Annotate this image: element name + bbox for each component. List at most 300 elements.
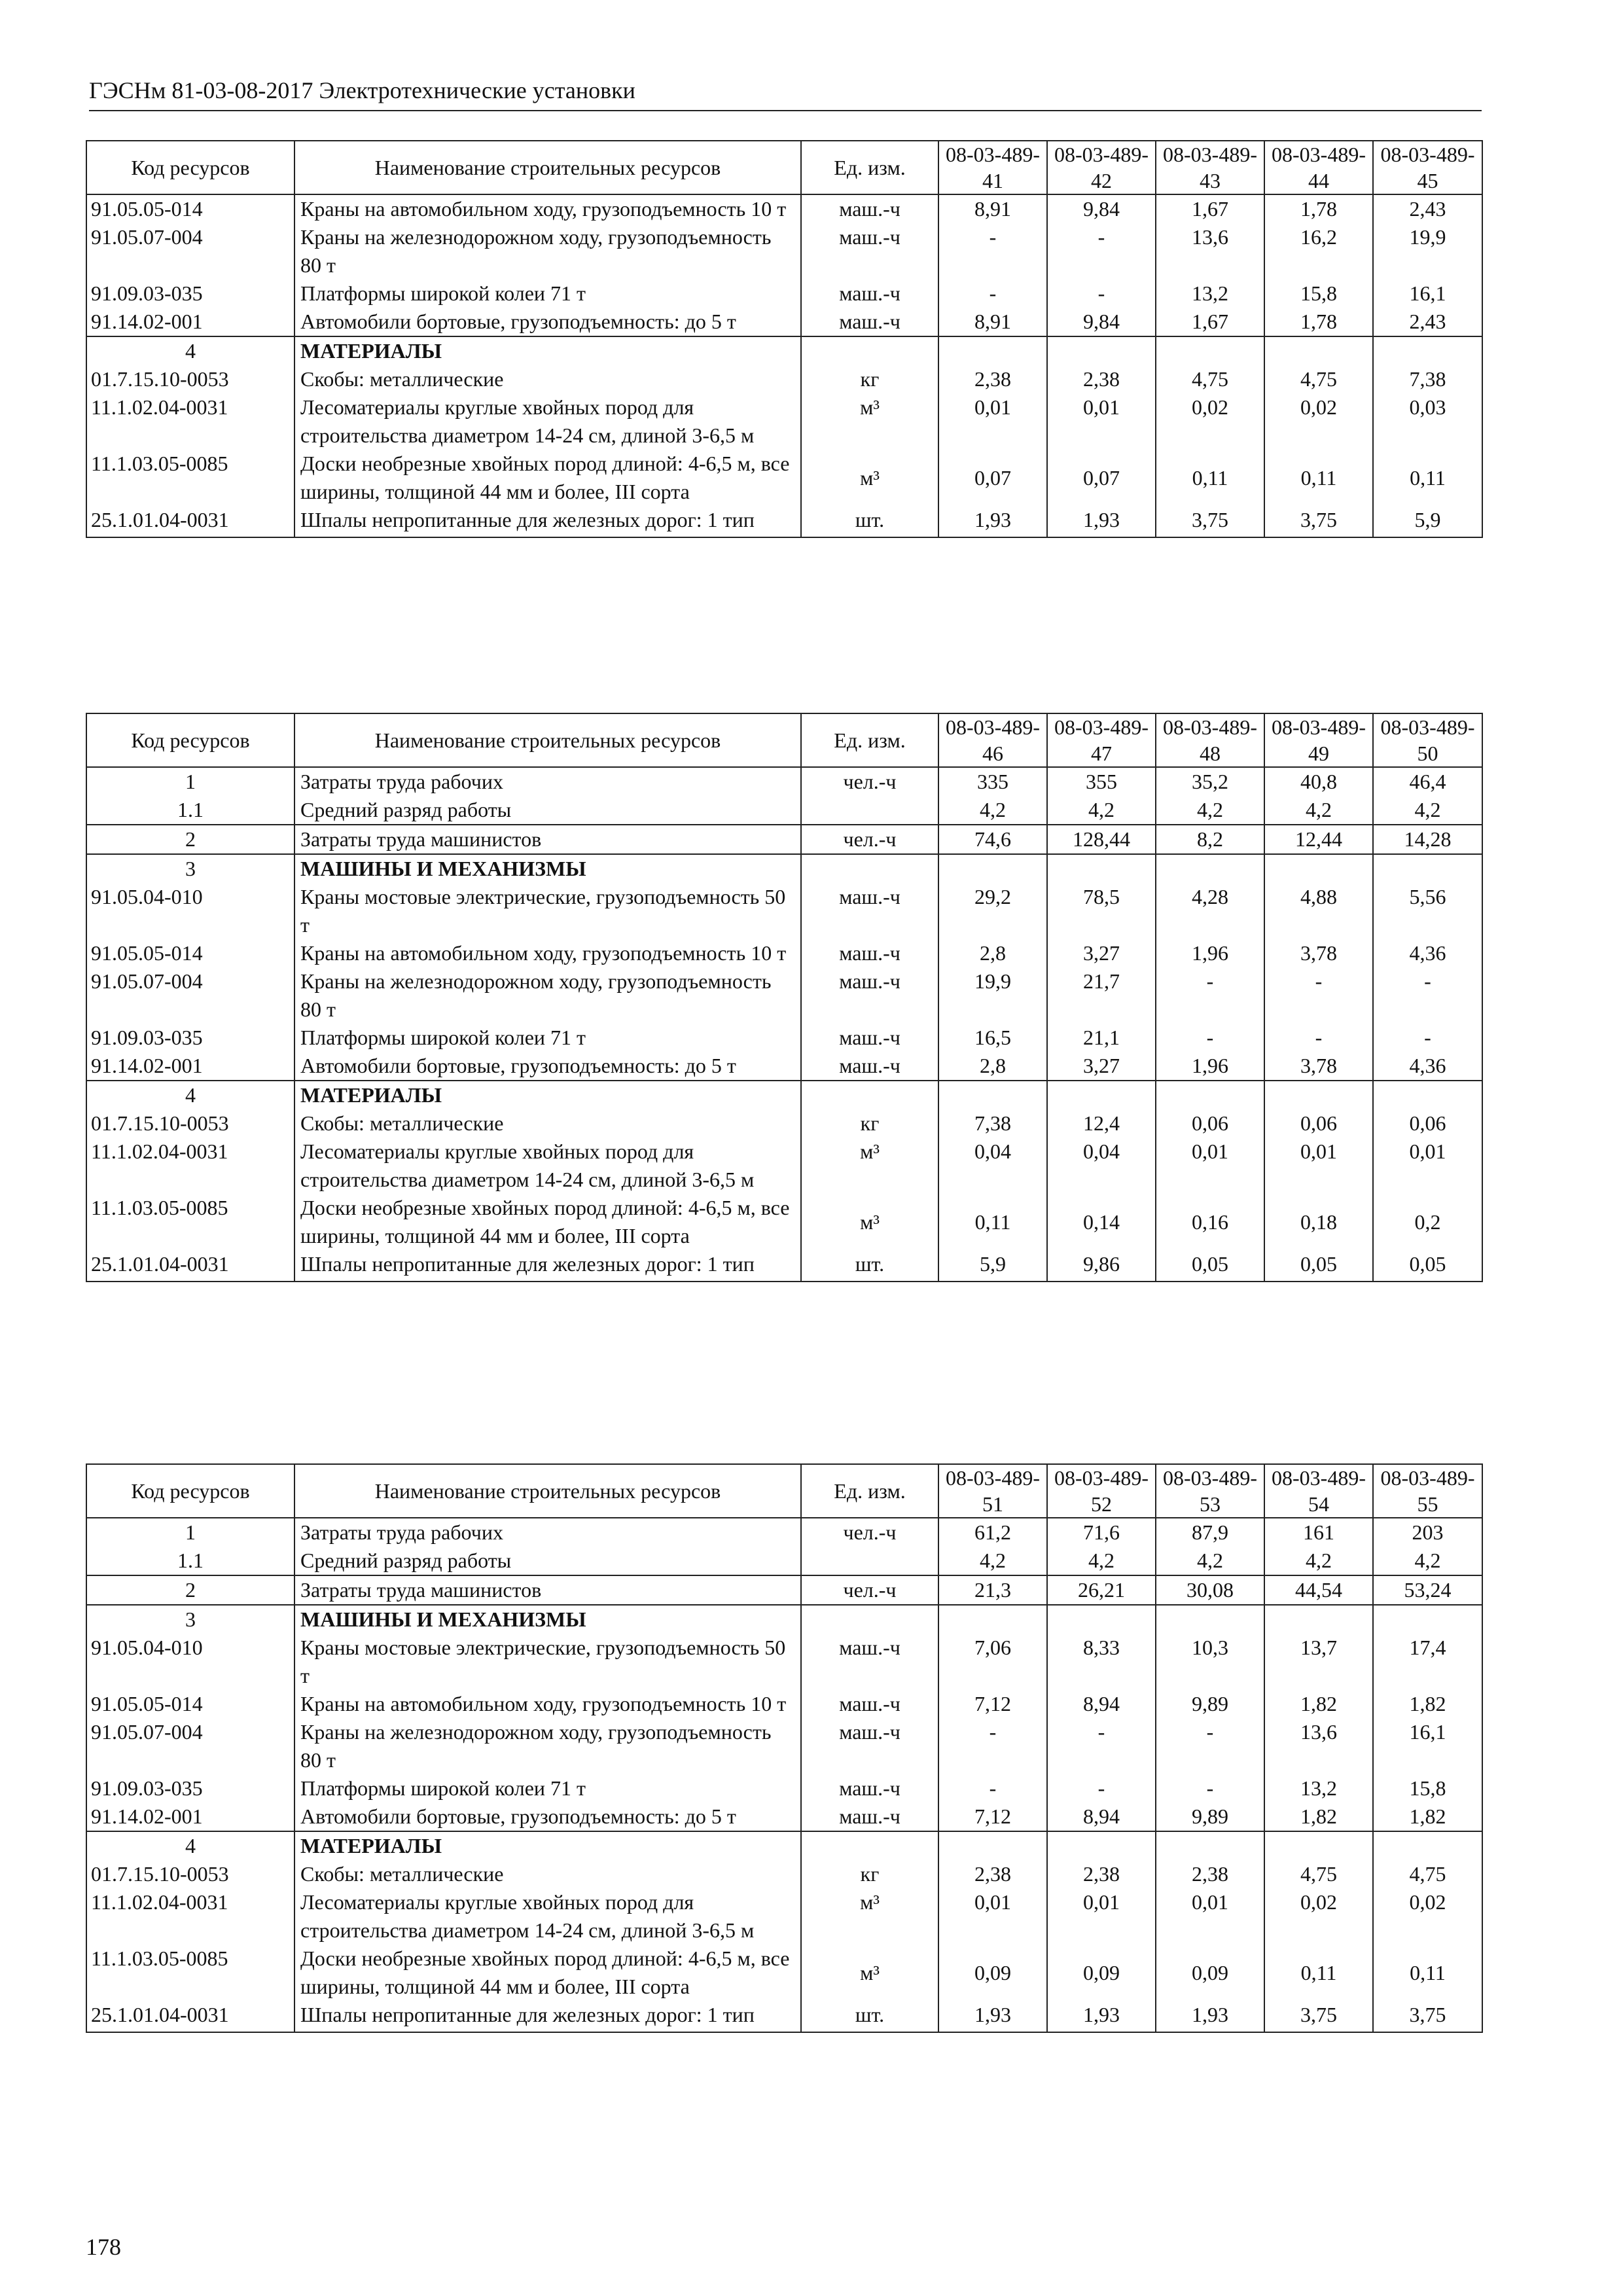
value-cell: 0,01 (1047, 1888, 1156, 1945)
value-cell: 2,38 (938, 365, 1047, 393)
resource-name: Платформы широкой колеи 71 т (294, 1774, 801, 1803)
value-cell: - (938, 279, 1047, 308)
table-row (86, 767, 1482, 796)
value-cell: 13,2 (1264, 1774, 1373, 1803)
value-cell: - (1156, 967, 1264, 1024)
table-row (86, 279, 1482, 308)
value-cell: 1,96 (1156, 1052, 1264, 1081)
resource-code: 91.09.03-035 (86, 1024, 294, 1052)
unit-cell: маш.-ч (801, 194, 938, 223)
value-cell (1373, 336, 1482, 365)
value-cell (1264, 1081, 1373, 1109)
value-cell: 4,2 (1156, 796, 1264, 825)
value-cell: 1,78 (1264, 194, 1373, 223)
table-row (86, 194, 1482, 223)
value-cell: 3,78 (1264, 939, 1373, 967)
value-cell: 30,08 (1156, 1575, 1264, 1605)
resource-name: Автомобили бортовые, грузоподъемность: до 5 т (294, 1052, 801, 1081)
table-row (86, 506, 1482, 537)
value-cell: 13,7 (1264, 1634, 1373, 1690)
value-cell: 13,6 (1264, 1718, 1373, 1774)
value-cell: 0,11 (1264, 450, 1373, 506)
value-cell: 161 (1264, 1518, 1373, 1547)
unit-cell: шт. (801, 506, 938, 537)
value-cell: 71,6 (1047, 1518, 1156, 1547)
table-row (86, 939, 1482, 967)
value-cell: 0,09 (1156, 1945, 1264, 2001)
table-row (86, 1024, 1482, 1052)
unit-cell: чел.-ч (801, 1518, 938, 1547)
value-cell: 0,07 (1047, 450, 1156, 506)
value-cell: 4,75 (1264, 365, 1373, 393)
value-cell (1047, 1831, 1156, 1860)
resource-name: Лесоматериалы круглые хвойных пород для строительства диаметром 14-24 см, длиной 3-6,5 м (294, 1138, 801, 1194)
value-cell (1156, 1081, 1264, 1109)
value-cell (1047, 854, 1156, 883)
value-cell: 2,38 (1047, 365, 1156, 393)
header-norm-code: 08-03-489-52 (1047, 1464, 1156, 1518)
unit-cell: м³ (801, 1945, 938, 2001)
table-row (86, 365, 1482, 393)
table-row (86, 1250, 1482, 1282)
resource-name: Шпалы непропитанные для железных дорог: 1 тип (294, 1250, 801, 1282)
value-cell: 4,2 (1373, 1547, 1482, 1575)
unit-cell: чел.-ч (801, 767, 938, 796)
value-cell: 0,06 (1264, 1109, 1373, 1138)
resource-name: МАТЕРИАЛЫ (294, 336, 801, 365)
value-cell: - (1156, 1024, 1264, 1052)
resource-code: 25.1.01.04-0031 (86, 2001, 294, 2032)
resource-code: 91.05.05-014 (86, 939, 294, 967)
value-cell: 7,38 (1373, 365, 1482, 393)
value-cell: 0,04 (1047, 1138, 1156, 1194)
resource-name: Доски необрезные хвойных пород длиной: 4-6,5 м, все ширины, толщиной 44 мм и более, III сорта (294, 1945, 801, 2001)
value-cell: 2,38 (938, 1860, 1047, 1888)
unit-cell: маш.-ч (801, 308, 938, 336)
table-row (86, 1052, 1482, 1081)
value-cell: 0,11 (1156, 450, 1264, 506)
value-cell: 1,93 (938, 506, 1047, 537)
value-cell: 1,82 (1264, 1803, 1373, 1831)
resource-name: Затраты труда рабочих (294, 1518, 801, 1547)
value-cell: 2,38 (1047, 1860, 1156, 1888)
value-cell: 1,82 (1373, 1803, 1482, 1831)
value-cell: 9,86 (1047, 1250, 1156, 1282)
table-row (86, 1518, 1482, 1547)
resource-table-2 (86, 713, 1483, 1282)
value-cell (938, 1605, 1047, 1634)
header-unit: Ед. изм. (801, 1464, 938, 1518)
value-cell: 0,2 (1373, 1194, 1482, 1250)
value-cell: 7,12 (938, 1690, 1047, 1718)
value-cell: 74,6 (938, 825, 1047, 854)
value-cell: 8,94 (1047, 1690, 1156, 1718)
value-cell: 0,01 (1156, 1888, 1264, 1945)
header-code: Код ресурсов (86, 713, 294, 767)
value-cell (938, 854, 1047, 883)
table-row (86, 1803, 1482, 1831)
resource-name: МАТЕРИАЛЫ (294, 1081, 801, 1109)
unit-cell: маш.-ч (801, 1774, 938, 1803)
value-cell: 1,67 (1156, 308, 1264, 336)
unit-cell (801, 1081, 938, 1109)
unit-cell: кг (801, 365, 938, 393)
value-cell: 15,8 (1264, 279, 1373, 308)
unit-cell (801, 854, 938, 883)
value-cell: 8,94 (1047, 1803, 1156, 1831)
resource-code: 91.14.02-001 (86, 1803, 294, 1831)
resource-name: Затраты труда рабочих (294, 767, 801, 796)
value-cell: 4,2 (1156, 1547, 1264, 1575)
resource-name: Затраты труда машинистов (294, 1575, 801, 1605)
resource-code: 11.1.02.04-0031 (86, 1888, 294, 1945)
header-norm-code: 08-03-489-45 (1373, 141, 1482, 194)
value-cell: 355 (1047, 767, 1156, 796)
value-cell: 4,2 (1264, 1547, 1373, 1575)
value-cell (1047, 1605, 1156, 1634)
value-cell: 17,4 (1373, 1634, 1482, 1690)
value-cell: - (1047, 279, 1156, 308)
value-cell: 1,96 (1156, 939, 1264, 967)
value-cell: 0,01 (1047, 393, 1156, 450)
value-cell (1373, 1831, 1482, 1860)
value-cell: - (1373, 1024, 1482, 1052)
value-cell: 9,89 (1156, 1690, 1264, 1718)
table-row (86, 393, 1482, 450)
value-cell: 12,44 (1264, 825, 1373, 854)
value-cell: 0,11 (938, 1194, 1047, 1250)
value-cell: - (1156, 1718, 1264, 1774)
header-norm-code: 08-03-489-50 (1373, 713, 1482, 767)
header-code: Код ресурсов (86, 1464, 294, 1518)
value-cell: 7,38 (938, 1109, 1047, 1138)
resource-code: 11.1.02.04-0031 (86, 1138, 294, 1194)
resource-code: 11.1.03.05-0085 (86, 1945, 294, 2001)
resource-name: Краны на автомобильном ходу, грузоподъемность 10 т (294, 939, 801, 967)
table-row (86, 1888, 1482, 1945)
table-header-row (86, 713, 1482, 767)
resource-code: 91.14.02-001 (86, 1052, 294, 1081)
value-cell (1156, 854, 1264, 883)
value-cell: 16,1 (1373, 279, 1482, 308)
resource-name: Скобы: металлические (294, 365, 801, 393)
value-cell (938, 1081, 1047, 1109)
unit-cell: маш.-ч (801, 279, 938, 308)
value-cell: 13,6 (1156, 223, 1264, 279)
resource-code: 01.7.15.10-0053 (86, 365, 294, 393)
value-cell: 3,78 (1264, 1052, 1373, 1081)
value-cell: 4,75 (1373, 1860, 1482, 1888)
resource-code: 4 (86, 1831, 294, 1860)
value-cell: 13,2 (1156, 279, 1264, 308)
unit-cell: м³ (801, 1194, 938, 1250)
unit-cell: маш.-ч (801, 1718, 938, 1774)
value-cell: 4,75 (1156, 365, 1264, 393)
value-cell: 5,9 (938, 1250, 1047, 1282)
value-cell: 0,09 (938, 1945, 1047, 2001)
value-cell: 19,9 (938, 967, 1047, 1024)
resource-table-3 (86, 1463, 1483, 2033)
unit-cell: маш.-ч (801, 1024, 938, 1052)
table-row (86, 1718, 1482, 1774)
value-cell: 0,09 (1047, 1945, 1156, 2001)
unit-cell: чел.-ч (801, 1575, 938, 1605)
table-row (86, 450, 1482, 506)
value-cell: 0,01 (1156, 1138, 1264, 1194)
resource-name: Лесоматериалы круглые хвойных пород для строительства диаметром 14-24 см, длиной 3-6,5 м (294, 1888, 801, 1945)
value-cell: 4,2 (1047, 796, 1156, 825)
value-cell: - (938, 1774, 1047, 1803)
page-header (89, 73, 1482, 111)
resource-name: Платформы широкой колеи 71 т (294, 279, 801, 308)
resource-code: 91.05.07-004 (86, 967, 294, 1024)
resource-code: 4 (86, 1081, 294, 1109)
header-norm-code: 08-03-489-47 (1047, 713, 1156, 767)
value-cell: 0,16 (1156, 1194, 1264, 1250)
value-cell: 61,2 (938, 1518, 1047, 1547)
value-cell: 4,2 (1373, 796, 1482, 825)
value-cell: 2,8 (938, 1052, 1047, 1081)
table-row (86, 854, 1482, 883)
value-cell: 26,21 (1047, 1575, 1156, 1605)
header-name: Наименование строительных ресурсов (294, 141, 801, 194)
value-cell: 3,75 (1264, 2001, 1373, 2032)
value-cell: - (1264, 967, 1373, 1024)
value-cell: 3,27 (1047, 939, 1156, 967)
value-cell: - (1047, 223, 1156, 279)
table-row (86, 883, 1482, 939)
header-norm-code: 08-03-489-43 (1156, 141, 1264, 194)
value-cell: 0,01 (938, 1888, 1047, 1945)
value-cell: 0,11 (1373, 450, 1482, 506)
unit-cell (801, 336, 938, 365)
value-cell: 4,75 (1264, 1860, 1373, 1888)
value-cell: 12,4 (1047, 1109, 1156, 1138)
resource-name: Краны на железнодорожном ходу, грузоподъемность 80 т (294, 1718, 801, 1774)
unit-cell (801, 796, 938, 825)
value-cell: 4,2 (938, 796, 1047, 825)
value-cell: 0,02 (1264, 1888, 1373, 1945)
table-row (86, 1860, 1482, 1888)
value-cell: 0,01 (1373, 1138, 1482, 1194)
value-cell: 0,02 (1264, 393, 1373, 450)
value-cell: 14,28 (1373, 825, 1482, 854)
value-cell: 4,2 (1264, 796, 1373, 825)
resource-table-1 (86, 140, 1483, 538)
resource-name: Краны мостовые электрические, грузоподъемность 50 т (294, 1634, 801, 1690)
table-row (86, 2001, 1482, 2032)
value-cell: 0,05 (1373, 1250, 1482, 1282)
unit-cell: кг (801, 1109, 938, 1138)
resource-code: 91.09.03-035 (86, 279, 294, 308)
value-cell: 19,9 (1373, 223, 1482, 279)
table-row (86, 1634, 1482, 1690)
resource-name: Затраты труда машинистов (294, 825, 801, 854)
value-cell (1264, 336, 1373, 365)
value-cell: 21,1 (1047, 1024, 1156, 1052)
table-row (86, 1575, 1482, 1605)
table-row (86, 1774, 1482, 1803)
table-row (86, 796, 1482, 825)
value-cell: 0,02 (1373, 1888, 1482, 1945)
value-cell: 0,11 (1373, 1945, 1482, 2001)
unit-cell: кг (801, 1860, 938, 1888)
value-cell: 1,93 (938, 2001, 1047, 2032)
resource-code: 91.05.05-014 (86, 1690, 294, 1718)
header-name: Наименование строительных ресурсов (294, 1464, 801, 1518)
value-cell (938, 1831, 1047, 1860)
resource-code: 2 (86, 825, 294, 854)
unit-cell: м³ (801, 1888, 938, 1945)
value-cell: 8,91 (938, 308, 1047, 336)
value-cell: 40,8 (1264, 767, 1373, 796)
table-row (86, 336, 1482, 365)
value-cell: 0,06 (1156, 1109, 1264, 1138)
resource-name: МАШИНЫ И МЕХАНИЗМЫ (294, 1605, 801, 1634)
value-cell: 1,82 (1264, 1690, 1373, 1718)
unit-cell: маш.-ч (801, 1634, 938, 1690)
value-cell: 0,03 (1373, 393, 1482, 450)
value-cell: 1,82 (1373, 1690, 1482, 1718)
resource-code: 25.1.01.04-0031 (86, 1250, 294, 1282)
resource-name: Шпалы непропитанные для железных дорог: 1 тип (294, 506, 801, 537)
header-norm-code: 08-03-489-46 (938, 713, 1047, 767)
value-cell: 0,04 (938, 1138, 1047, 1194)
table-row (86, 967, 1482, 1024)
value-cell: 4,2 (1047, 1547, 1156, 1575)
resource-name: Краны мостовые электрические, грузоподъемность 50 т (294, 883, 801, 939)
value-cell: 0,01 (1264, 1138, 1373, 1194)
value-cell: - (1156, 1774, 1264, 1803)
value-cell: 4,2 (938, 1547, 1047, 1575)
table-row (86, 1605, 1482, 1634)
resource-name: Краны на автомобильном ходу, грузоподъемность 10 т (294, 1690, 801, 1718)
unit-cell: чел.-ч (801, 825, 938, 854)
unit-cell: маш.-ч (801, 1690, 938, 1718)
value-cell: 1,93 (1047, 2001, 1156, 2032)
resource-code: 3 (86, 1605, 294, 1634)
resource-code: 91.05.04-010 (86, 1634, 294, 1690)
unit-cell: шт. (801, 2001, 938, 2032)
value-cell: 8,33 (1047, 1634, 1156, 1690)
value-cell: 0,02 (1156, 393, 1264, 450)
value-cell (1156, 1831, 1264, 1860)
resource-name: Доски необрезные хвойных пород длиной: 4-6,5 м, все ширины, толщиной 44 мм и более, III сорта (294, 1194, 801, 1250)
value-cell: 128,44 (1047, 825, 1156, 854)
value-cell: 7,12 (938, 1803, 1047, 1831)
header-name: Наименование строительных ресурсов (294, 713, 801, 767)
value-cell: 3,75 (1264, 506, 1373, 537)
resource-name: Скобы: металлические (294, 1860, 801, 1888)
resource-code: 1.1 (86, 796, 294, 825)
value-cell: 1,93 (1047, 506, 1156, 537)
resource-name: Доски необрезные хвойных пород длиной: 4-6,5 м, все ширины, толщиной 44 мм и более, III сорта (294, 450, 801, 506)
value-cell: 0,05 (1156, 1250, 1264, 1282)
value-cell: 9,84 (1047, 308, 1156, 336)
value-cell: 1,67 (1156, 194, 1264, 223)
unit-cell: м³ (801, 393, 938, 450)
value-cell: 78,5 (1047, 883, 1156, 939)
value-cell: 16,2 (1264, 223, 1373, 279)
value-cell: 21,3 (938, 1575, 1047, 1605)
value-cell: - (938, 223, 1047, 279)
table-row (86, 1831, 1482, 1860)
unit-cell: маш.-ч (801, 1803, 938, 1831)
resource-code: 11.1.03.05-0085 (86, 1194, 294, 1250)
value-cell (938, 336, 1047, 365)
table-row (86, 223, 1482, 279)
table-row (86, 1109, 1482, 1138)
resource-name: Автомобили бортовые, грузоподъемность: до 5 т (294, 308, 801, 336)
value-cell (1156, 336, 1264, 365)
table-row (86, 1547, 1482, 1575)
unit-cell: маш.-ч (801, 883, 938, 939)
table-header-row (86, 1464, 1482, 1518)
header-norm-code: 08-03-489-42 (1047, 141, 1156, 194)
header-norm-code: 08-03-489-54 (1264, 1464, 1373, 1518)
header-unit: Ед. изм. (801, 713, 938, 767)
value-cell: 335 (938, 767, 1047, 796)
value-cell: 4,28 (1156, 883, 1264, 939)
table-row (86, 1945, 1482, 2001)
value-cell: 2,43 (1373, 308, 1482, 336)
table-row (86, 1690, 1482, 1718)
resource-code: 3 (86, 854, 294, 883)
value-cell (1047, 336, 1156, 365)
value-cell: 0,06 (1373, 1109, 1482, 1138)
value-cell: 35,2 (1156, 767, 1264, 796)
value-cell: 0,18 (1264, 1194, 1373, 1250)
resource-name: Краны на железнодорожном ходу, грузоподъемность 80 т (294, 223, 801, 279)
value-cell: 0,07 (938, 450, 1047, 506)
unit-cell: маш.-ч (801, 1052, 938, 1081)
resource-name: МАШИНЫ И МЕХАНИЗМЫ (294, 854, 801, 883)
header-norm-code: 08-03-489-53 (1156, 1464, 1264, 1518)
value-cell: 0,11 (1264, 1945, 1373, 2001)
header-norm-code: 08-03-489-49 (1264, 713, 1373, 767)
table-row (86, 1138, 1482, 1194)
resource-name: Скобы: металлические (294, 1109, 801, 1138)
resource-code: 11.1.03.05-0085 (86, 450, 294, 506)
header-code: Код ресурсов (86, 141, 294, 194)
resource-name: МАТЕРИАЛЫ (294, 1831, 801, 1860)
value-cell: 3,75 (1156, 506, 1264, 537)
value-cell: 2,8 (938, 939, 1047, 967)
unit-cell (801, 1547, 938, 1575)
value-cell: 0,05 (1264, 1250, 1373, 1282)
resource-name: Платформы широкой колеи 71 т (294, 1024, 801, 1052)
value-cell (1264, 854, 1373, 883)
value-cell: 3,75 (1373, 2001, 1482, 2032)
table-row (86, 825, 1482, 854)
unit-cell: м³ (801, 450, 938, 506)
table-header-row (86, 141, 1482, 194)
resource-code: 91.05.05-014 (86, 194, 294, 223)
value-cell (1373, 1081, 1482, 1109)
resource-code: 1 (86, 767, 294, 796)
value-cell: 10,3 (1156, 1634, 1264, 1690)
value-cell: 203 (1373, 1518, 1482, 1547)
unit-cell: маш.-ч (801, 939, 938, 967)
value-cell (1156, 1605, 1264, 1634)
unit-cell: шт. (801, 1250, 938, 1282)
resource-code: 4 (86, 336, 294, 365)
header-norm-code: 08-03-489-55 (1373, 1464, 1482, 1518)
value-cell: 5,9 (1373, 506, 1482, 537)
value-cell: 2,43 (1373, 194, 1482, 223)
resource-code: 1.1 (86, 1547, 294, 1575)
resource-name: Автомобили бортовые, грузоподъемность: до 5 т (294, 1803, 801, 1831)
